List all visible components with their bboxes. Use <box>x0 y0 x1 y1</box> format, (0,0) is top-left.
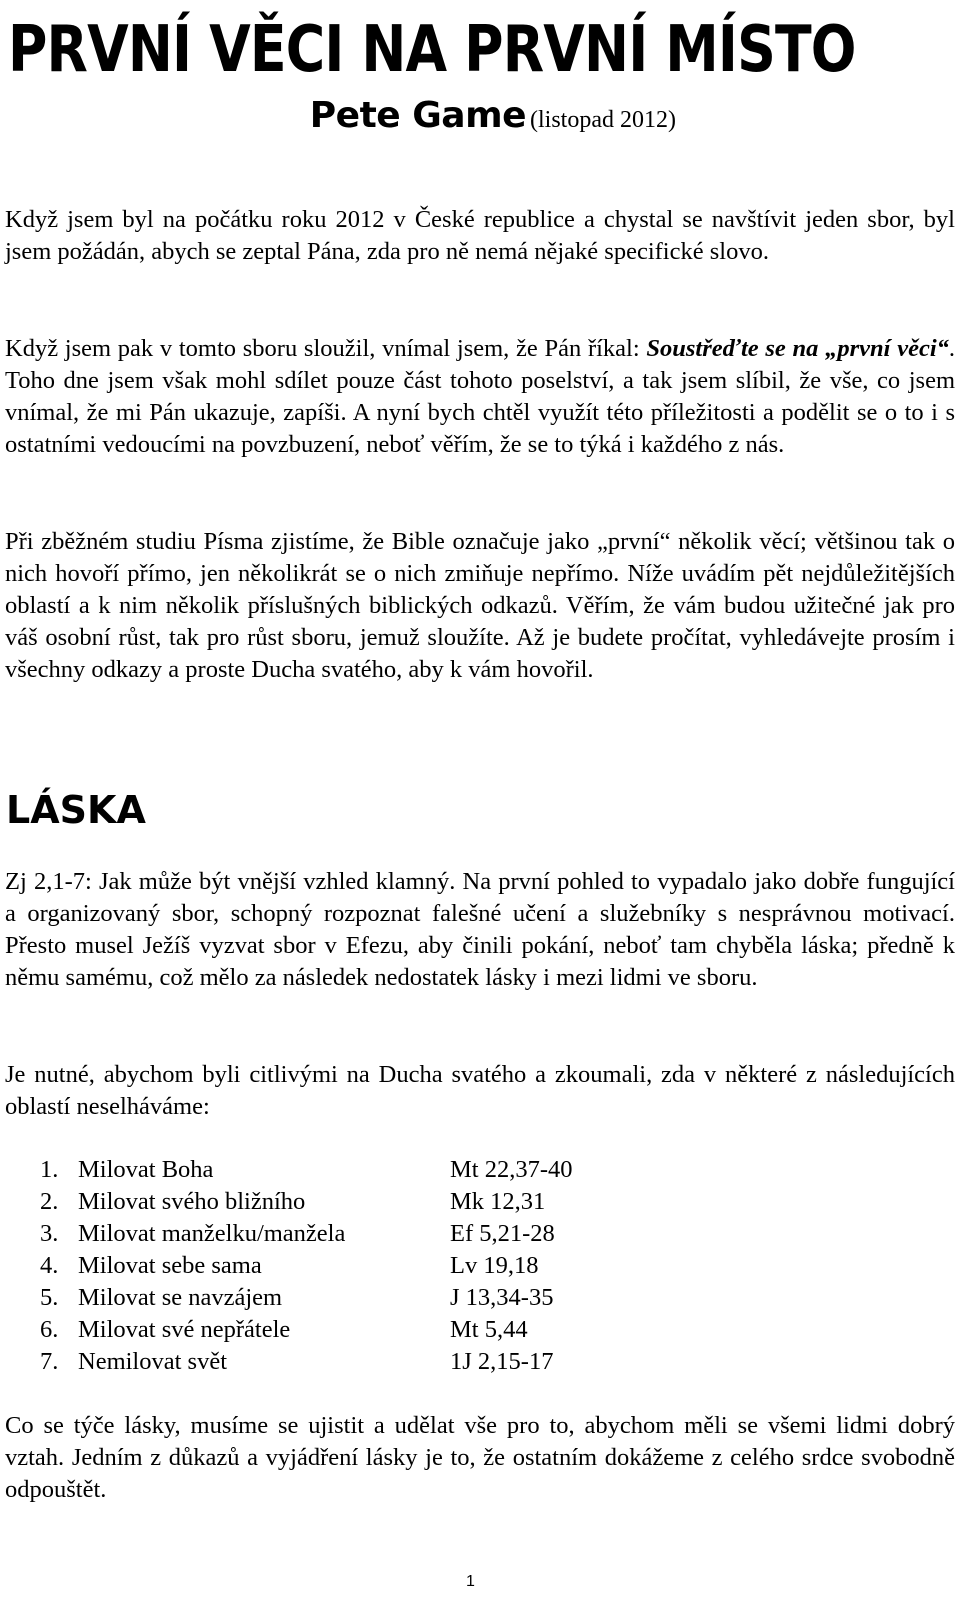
list-item-text: Milovat své nepřátele <box>78 1316 291 1343</box>
list-item-reference: 1J 2,15-17 <box>450 1348 554 1375</box>
list-item <box>40 1154 650 1186</box>
section-paragraph-1: Zj 2,1-7: Jak může být vnější vzhled klamný. Na první pohled to vypadalo jako dobře fungující a organizovaný sbor, schopný rozpoznat falešné učení a služebníky s nesprávnou motivací. Přesto musel Ježíš vyzvat sbor v Efezu, aby činili pokání, neboť tam chyběla láska; předně k němu samému, což mělo za následek nedostatek lásky i mezi lidmi ve sboru. <box>5 868 955 991</box>
list-item-reference: Mk 12,31 <box>450 1188 546 1215</box>
list-item <box>40 1282 650 1314</box>
list-item-number: 7. <box>40 1348 59 1375</box>
author-name: Pete Game <box>309 95 527 136</box>
love-list <box>40 1154 650 1378</box>
list-item-reference: J 13,34-35 <box>450 1284 554 1311</box>
list-item <box>40 1186 650 1218</box>
list-item-number: 4. <box>40 1252 59 1279</box>
intro-paragraph-3 <box>5 526 955 686</box>
document-title: PRVNÍ VĚCI NA PRVNÍ MÍSTO <box>8 13 856 87</box>
document-subtitle <box>310 95 676 136</box>
intro-paragraph-3-text: Při zběžném studiu Písma zjistíme, že Bible označuje jako „první“ několik věcí; většinou tak o nich hovoří přímo, jen několikrát se o nich zmiňuje nepřímo. Níže uvádím pět nejdůležitějších oblastí a k nim několik příslušných biblických odkazů. Věřím, že vám budou užitečné jak pro váš osobní růst, tak pro růst sboru, jemuž sloužíte. Až je budete pročítat, vyhledávejte prosím i všechny odkazy a proste Ducha svatého, aby k vám hovořil. <box>5 528 955 683</box>
list-item-text: Milovat manželku/manžela <box>78 1220 346 1247</box>
section-heading: LÁSKA <box>6 788 146 832</box>
list-item-text: Milovat sebe sama <box>78 1252 262 1279</box>
document-date: (listopad 2012) <box>530 107 676 133</box>
list-item-number: 2. <box>40 1188 59 1215</box>
list-item <box>40 1250 650 1282</box>
list-item-reference: Ef 5,21-28 <box>450 1220 555 1247</box>
list-item-text: Milovat se navzájem <box>78 1284 283 1311</box>
emphasized-message: Soustřeďte se na „první věci“ <box>646 335 949 362</box>
list-item-number: 3. <box>40 1220 59 1247</box>
list-item-number: 1. <box>40 1156 59 1183</box>
list-item-reference: Lv 19,18 <box>450 1252 539 1279</box>
intro-paragraph-2-text-end: . Toho dne jsem však mohl sdílet pouze část tohoto poselství, a tak jsem slíbil, že vše, co jsem vnímal, že mi Pán ukazuje, zapíši. A nyní bych chtěl využít této příležitosti a podělit se o to i s ostatními vedoucími na povzbuzení, neboť věřím, že se to týká i každého z nás. <box>5 335 955 458</box>
list-item-number: 6. <box>40 1316 59 1343</box>
list-item <box>40 1218 650 1250</box>
section-paragraph-2: Je nutné, abychom byli citlivými na Ducha svatého a zkoumali, zda v některé z následujících oblastí neselháváme: <box>5 1061 955 1120</box>
page-number: 1 <box>466 1573 475 1590</box>
list-item <box>40 1346 650 1378</box>
list-item-reference: Mt 22,37-40 <box>450 1156 573 1183</box>
intro-paragraph-2 <box>5 333 955 461</box>
list-item-text: Milovat Boha <box>78 1156 214 1183</box>
intro-paragraph-2-text-start: Když jsem pak v tomto sboru sloužil, vnímal jsem, že Pán říkal: <box>5 335 647 362</box>
list-item <box>40 1314 650 1346</box>
intro-paragraph-1-text: Když jsem byl na počátku roku 2012 v České republice a chystal se navštívit jeden sbor, byl jsem požádán, abych se zeptal Pána, zda pro ně nemá nějaké specifické slovo. <box>5 206 955 265</box>
list-item-text: Milovat svého bližního <box>78 1188 306 1215</box>
list-item-number: 5. <box>40 1284 59 1311</box>
intro-paragraph-1 <box>5 204 955 268</box>
section-paragraph-3: Co se týče lásky, musíme se ujistit a udělat vše pro to, abychom měli se všemi lidmi dobrý vztah. Jedním z důkazů a vyjádření lásky je to, že ostatním dokážeme z celého srdce svobodně odpouštět. <box>5 1412 955 1503</box>
list-item-reference: Mt 5,44 <box>450 1316 528 1343</box>
list-item-text: Nemilovat svět <box>78 1348 228 1375</box>
